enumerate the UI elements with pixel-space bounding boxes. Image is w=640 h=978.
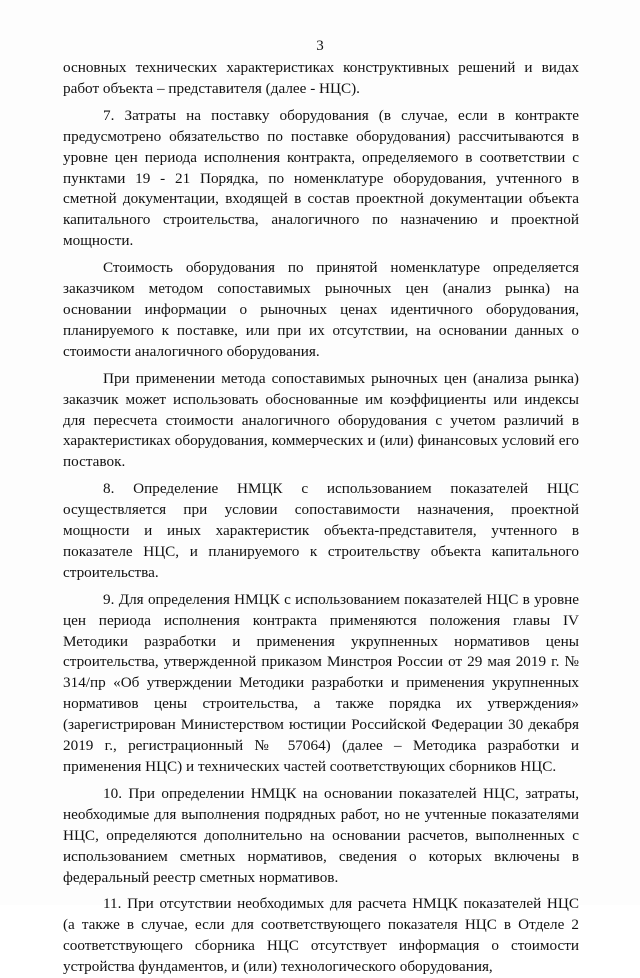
paragraph-8: 8. Определение НМЦК с использованием показателей НЦС осуществляется при условии сопоставимости назначения, проектной мощности и иных характеристик объекта-представителя, учтенного в показателе НЦС, и планируемого к строительству объекта капитального строительства. <box>63 480 579 581</box>
paragraph-7: 7. Затраты на поставку оборудования (в случае, если в контракте предусмотрено обязательство по поставке оборудования) рассчитываются в уровне цен периода исполнения контракта, определяемого в соответствии с пунктами 19 - 21 Порядка, по номенклатуре оборудования, учтенного в сметной документации, входящей в состав проектной документации объекта капитального строительства, аналогичного по назначению и проектной мощности. <box>63 106 579 250</box>
paragraph-7-equipment-cost: Стоимость оборудования по принятой номенклатуре определяется заказчиком методом сопоставимых рыночных цен (анализ рынка) на основании информации о рыночных ценах идентичного оборудования, планируемого к поставке, или при их отсутствии, на основании данных о стоимости аналогичного оборудования. <box>63 259 579 360</box>
document-body <box>63 58 579 978</box>
paragraph-7-market-analysis: При применении метода сопоставимых рыночных цен (анализа рынка) заказчик может использовать обоснованные им коэффициенты или индексы для пересчета стоимости аналогичного оборудования с учетом различий в характеристиках оборудования, коммерческих и (или) финансовых условий его поставок. <box>63 369 579 471</box>
paragraph-11: 11. При отсутствии необходимых для расчета НМЦК показателей НЦС (а также в случае, если для соответствующего показателя НЦС в Отделе 2 соответствующего сборника НЦС отсутствует информация о стоимости устройства фундаментов, и (или) технологического оборудования, <box>63 895 579 976</box>
paragraph-continuation: основных технических характеристиках конструктивных решений и видах работ объекта – представителя (далее - НЦС). <box>63 59 579 97</box>
paragraph-9: 9. Для определения НМЦК с использованием показателей НЦС в уровне цен периода исполнения контракта применяются положения главы IV Методики разработки и применения укрупненных нормативов цены строительства, утвержденной приказом Минстроя России от 29 мая 2019 г. № 314/пр «Об утверждении Методики разработки и применения укрупненных нормативов цены строительства, а также порядка их утверждения» (зарегистрирован Министерством юстиции Российской Федерации 30 декабря 2019 г., регистрационный № 57064) (далее – Методика разработки и применения НЦС) и технических частей соответствующих сборников НЦС. <box>63 590 579 775</box>
paragraph-10: 10. При определении НМЦК на основании показателей НЦС, затраты, необходимые для выполнения подрядных работ, но не учтенные показателями НЦС, определяются дополнительно на основании расчетов, выполненных с использованием сметных нормативов, сведения о которых включены в федеральный реестр сметных нормативов. <box>63 784 579 886</box>
page-number: 3 <box>316 38 324 54</box>
